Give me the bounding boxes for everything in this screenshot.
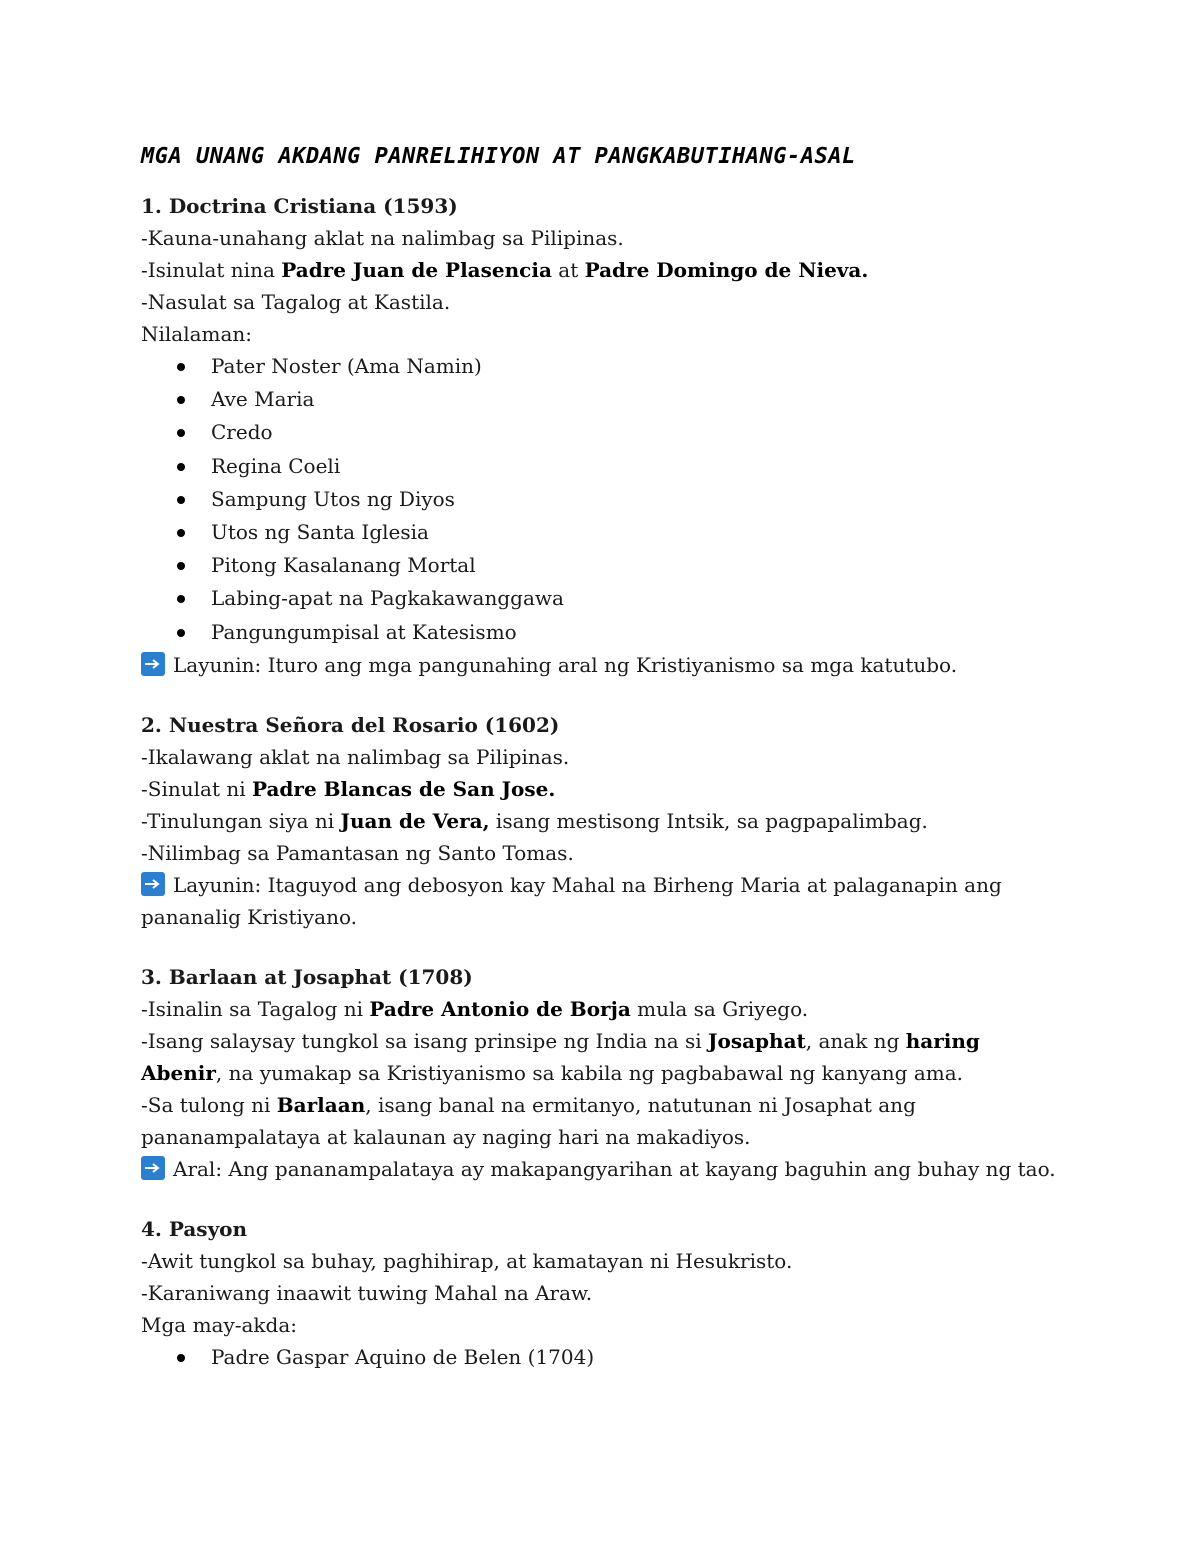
section-doctrina-cristiana: [141, 190, 1061, 681]
list-item: [141, 350, 1061, 383]
text-line: [141, 254, 1061, 286]
text-line: -Ikalawang aklat na nalimbag sa Pilipinas.: [141, 744, 570, 769]
text-span: -Isinalin sa Tagalog ni: [141, 996, 370, 1021]
list-item-text: Pangungumpisal at Katesismo: [211, 619, 517, 644]
lesson-line: [141, 1153, 1061, 1185]
bold-name: Juan de Vera,: [340, 808, 490, 833]
text-span: at: [551, 258, 585, 282]
bullet-icon: [177, 529, 185, 537]
list-item: [141, 416, 1061, 449]
list-item: [141, 616, 1061, 649]
text-line: -Nasulat sa Tagalog at Kastila.: [141, 290, 451, 314]
right-arrow-icon: [141, 1156, 165, 1180]
bullet-icon: [177, 1354, 185, 1362]
text-line: [141, 1025, 1061, 1089]
lesson-text: Aral: Ang pananampalataya ay makapangyarihan at kayang baguhin ang buhay ng tao.: [173, 1156, 1056, 1181]
section-heading: 1. Doctrina Cristiana (1593): [141, 194, 458, 218]
bold-name: Padre Juan de Plasencia: [281, 258, 552, 282]
bold-name: Barlaan: [276, 1092, 366, 1117]
bullet-icon: [177, 595, 185, 603]
text-span: -Sa tulong ni: [141, 1092, 277, 1117]
text-span: , anak ng: [805, 1028, 906, 1053]
list-item-text: Ave Maria: [211, 387, 315, 412]
text-line: -Kauna-unahang aklat na nalimbag sa Pilipinas.: [141, 226, 624, 250]
list-item-text: Pitong Kasalanang Mortal: [211, 553, 476, 578]
goal-text: Layunin: Ituro ang mga pangunahing aral ng Kristiyanismo sa mga katutubo.: [173, 652, 958, 677]
list-item-text: Utos ng Santa Iglesia: [211, 520, 429, 545]
bullet-icon: [177, 496, 185, 504]
list-item-text: Labing-apat na Pagkakawanggawa: [211, 586, 564, 611]
document-title: MGA UNANG AKDANG PANRELIHIYON AT PANGKABUTIHANG-ASAL: [141, 144, 856, 169]
right-arrow-icon: [141, 872, 165, 896]
list-item: [141, 383, 1061, 416]
list-item-text: Pater Noster (Ama Namin): [211, 354, 482, 378]
bold-name: Josaphat: [708, 1028, 806, 1053]
list-item: [141, 1341, 1061, 1374]
bold-name: Padre Blancas de San Jose.: [251, 776, 556, 801]
text-span: -Tinulungan siya ni: [141, 808, 341, 833]
contents-list: [141, 350, 1061, 649]
list-item: [141, 450, 1061, 483]
text-line: -Awit tungkol sa buhay, paghihirap, at kamatayan ni Hesukristo.: [141, 1248, 793, 1273]
text-span: mula sa Griyego.: [630, 996, 809, 1021]
text-line: [141, 993, 1061, 1025]
bold-name: haring Abenir: [141, 1028, 980, 1085]
list-item: [141, 582, 1061, 615]
text-span: -Isang salaysay tungkol sa isang prinsipe ng India na si: [141, 1028, 709, 1053]
goal-text: Layunin: Itaguyod ang debosyon kay Mahal na Birheng Maria at palaganapin ang pananalig Kristiyano.: [141, 872, 1002, 929]
list-item-text: Credo: [211, 420, 273, 445]
goal-line: [141, 869, 1061, 933]
section-heading: 2. Nuestra Señora del Rosario (1602): [141, 712, 560, 737]
text-line: -Nilimbag sa Pamantasan ng Santo Tomas.: [141, 840, 574, 865]
section-barlaan-josaphat: [141, 961, 1061, 1185]
authors-label: Mga may-akda:: [141, 1312, 298, 1337]
text-span: , isang banal na ermitanyo, natutunan ni Josaphat ang pananampalataya at kalaunan ay naging hari na makadiyos.: [141, 1092, 916, 1149]
section-pasyon: [141, 1213, 1061, 1374]
authors-list: [141, 1341, 1061, 1374]
goal-line: [141, 649, 1061, 681]
text-line: [141, 805, 1061, 837]
list-item: [141, 483, 1061, 516]
list-item-text: Sampung Utos ng Diyos: [211, 486, 455, 511]
bullet-icon: [177, 629, 185, 637]
text-line: -Karaniwang inaawit tuwing Mahal na Araw.: [141, 1280, 593, 1305]
text-span: -Isinulat nina: [141, 258, 282, 282]
section-heading: 3. Barlaan at Josaphat (1708): [141, 964, 473, 989]
list-item-text: Padre Gaspar Aquino de Belen (1704): [211, 1344, 595, 1369]
bullet-icon: [177, 562, 185, 570]
section-heading: 4. Pasyon: [141, 1216, 248, 1241]
bullet-icon: [177, 429, 185, 437]
list-item: [141, 549, 1061, 582]
bullet-icon: [177, 396, 185, 404]
text-span: , na yumakap sa Kristiyanismo sa kabila ng pagbabawal ng kanyang ama.: [215, 1060, 964, 1085]
right-arrow-icon: [141, 652, 165, 676]
text-line: [141, 1089, 1061, 1153]
text-span: isang mestisong Intsik, sa pagpapalimbag.: [489, 808, 928, 833]
bullet-icon: [177, 463, 185, 471]
bold-name: Padre Antonio de Borja: [369, 996, 631, 1021]
document-content: [141, 140, 1061, 1402]
list-item: [141, 516, 1061, 549]
section-nuestra-senora: [141, 709, 1061, 933]
bullet-icon: [177, 363, 185, 371]
bold-name: Padre Domingo de Nieva.: [584, 258, 869, 282]
text-span: -Sinulat ni: [141, 776, 252, 801]
text-line: [141, 773, 1061, 805]
contents-label: Nilalaman:: [141, 322, 253, 346]
list-item-text: Regina Coeli: [211, 453, 341, 478]
